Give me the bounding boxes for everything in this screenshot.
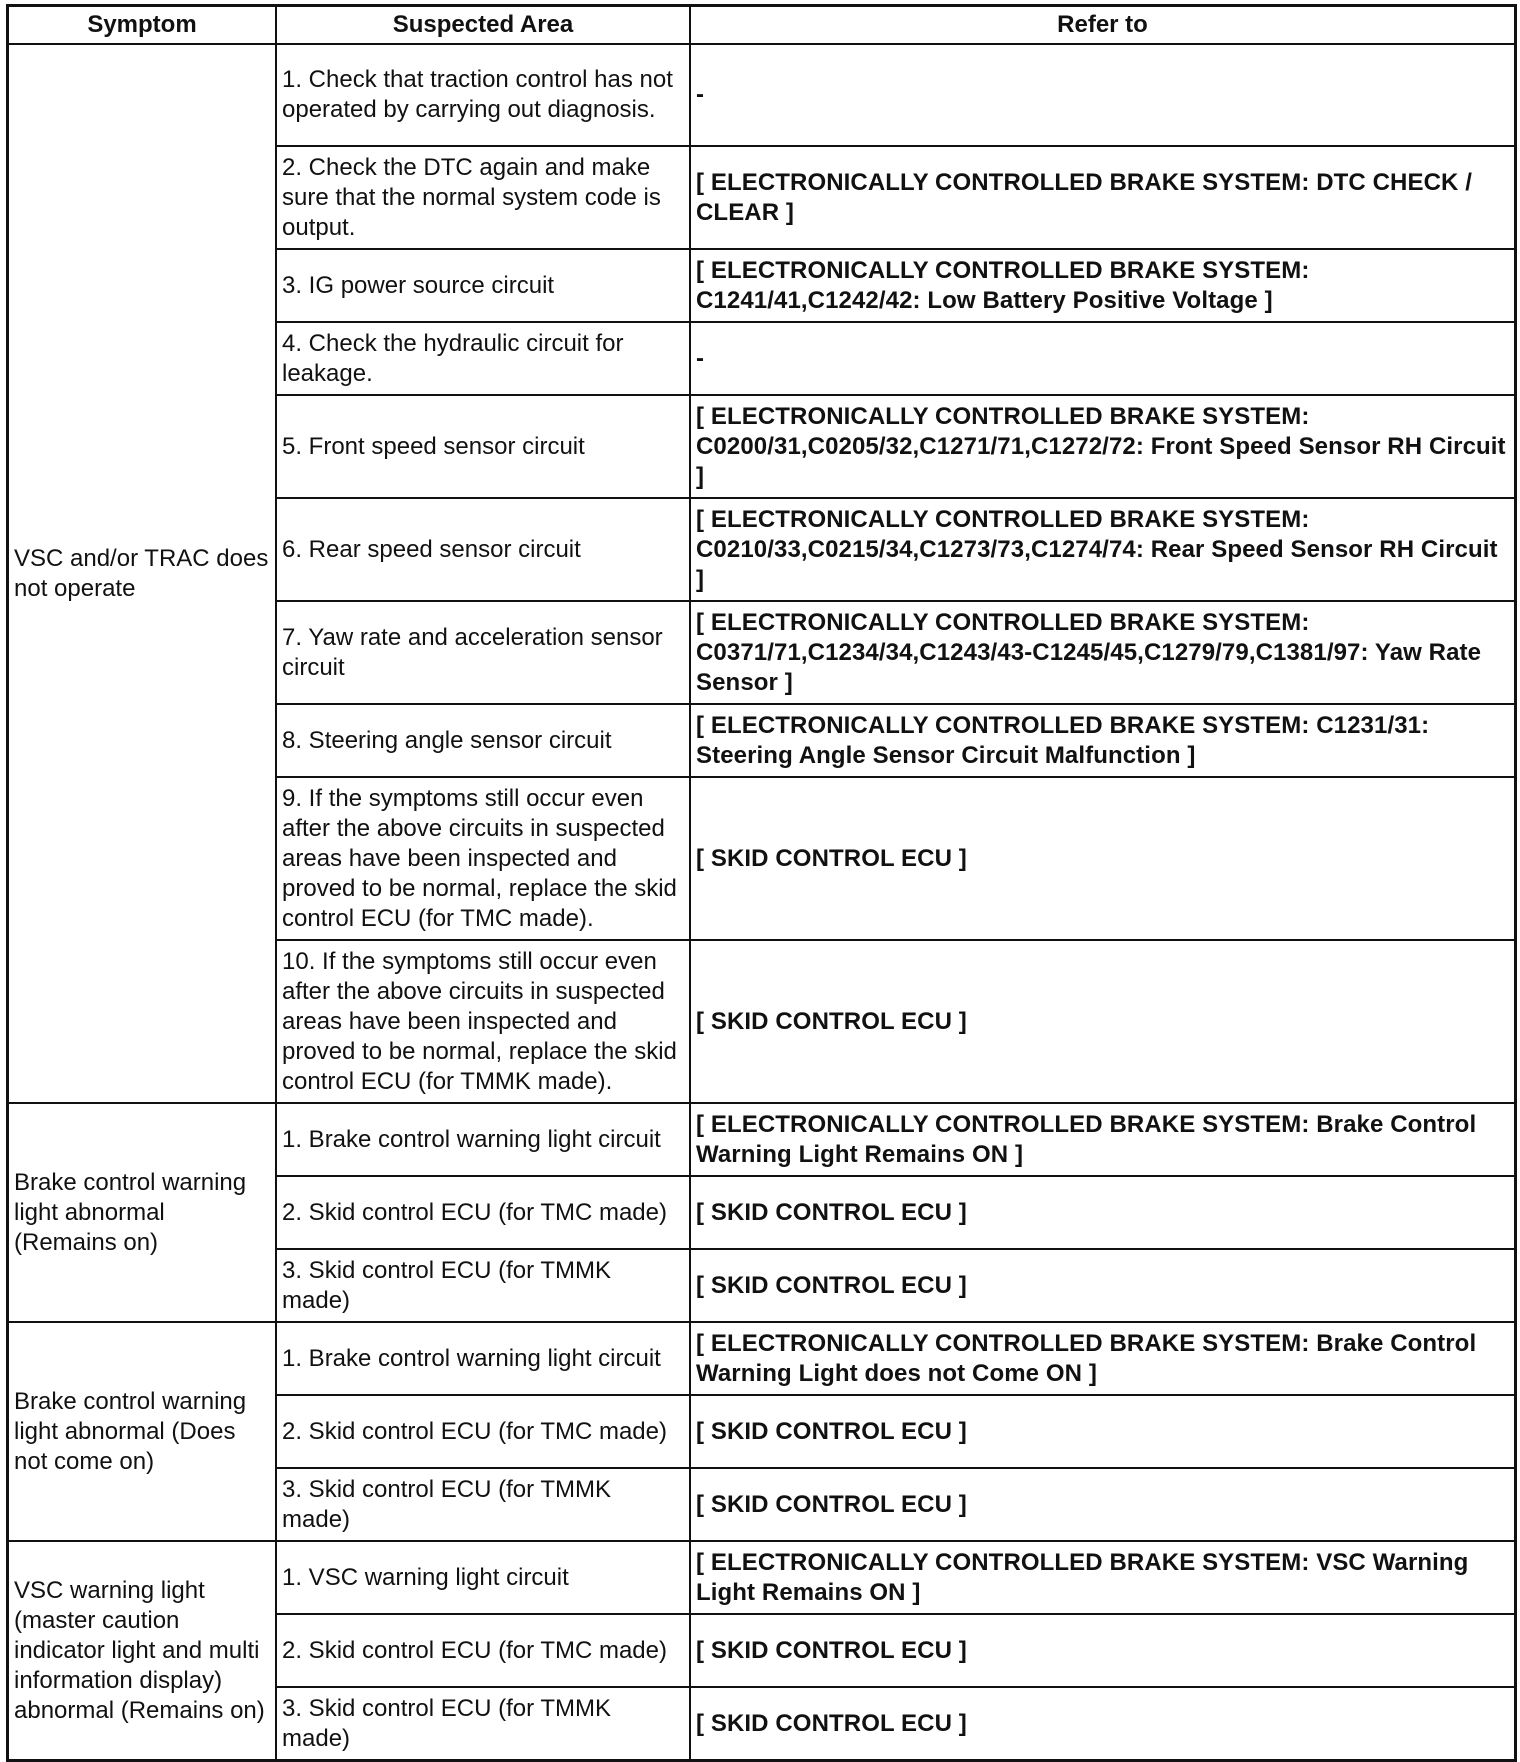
- suspected-area-cell: 4. Check the hydraulic circuit for leakage.: [276, 322, 690, 395]
- suspected-area-cell: 1. VSC warning light circuit: [276, 1541, 690, 1614]
- refer-to-cell: [ SKID CONTROL ECU ]: [690, 1614, 1515, 1687]
- suspected-area-cell: 3. Skid control ECU (for TMMK made): [276, 1687, 690, 1760]
- header-symptom: Symptom: [8, 6, 276, 44]
- suspected-area-cell: 5. Front speed sensor circuit: [276, 395, 690, 498]
- refer-to-cell: [ SKID CONTROL ECU ]: [690, 940, 1515, 1103]
- refer-to-cell: [ SKID CONTROL ECU ]: [690, 1687, 1515, 1760]
- suspected-area-cell: 3. Skid control ECU (for TMMK made): [276, 1468, 690, 1541]
- refer-to-cell: [ ELECTRONICALLY CONTROLLED BRAKE SYSTEM: C0371/71,C1234/34,C1243/43-C1245/45,C1279/79,C1381/97: Yaw Rate Sensor ]: [690, 601, 1515, 704]
- table-row: [8, 44, 1515, 146]
- suspected-area-cell: 2. Skid control ECU (for TMC made): [276, 1176, 690, 1249]
- suspected-area-cell: 9. If the symptoms still occur even after the above circuits in suspected areas have been inspected and proved to be normal, replace the skid control ECU (for TMC made).: [276, 777, 690, 940]
- table-body: [8, 44, 1515, 1760]
- refer-to-cell: -: [690, 44, 1515, 146]
- suspected-area-cell: 1. Brake control warning light circuit: [276, 1322, 690, 1395]
- suspected-area-cell: 3. IG power source circuit: [276, 249, 690, 322]
- refer-to-cell: [ ELECTRONICALLY CONTROLLED BRAKE SYSTEM: C1231/31: Steering Angle Sensor Circuit Malfunction ]: [690, 704, 1515, 777]
- header-row: [8, 6, 1515, 44]
- suspected-area-cell: 8. Steering angle sensor circuit: [276, 704, 690, 777]
- header-refer-to: Refer to: [690, 6, 1515, 44]
- refer-to-cell: [ ELECTRONICALLY CONTROLLED BRAKE SYSTEM: C0210/33,C0215/34,C1273/73,C1274/74: Rear Speed Sensor RH Circuit ]: [690, 498, 1515, 601]
- suspected-area-cell: 10. If the symptoms still occur even after the above circuits in suspected areas have been inspected and proved to be normal, replace the skid control ECU (for TMMK made).: [276, 940, 690, 1103]
- header-suspected-area: Suspected Area: [276, 6, 690, 44]
- suspected-area-cell: 3. Skid control ECU (for TMMK made): [276, 1249, 690, 1322]
- suspected-area-cell: 1. Brake control warning light circuit: [276, 1103, 690, 1176]
- suspected-area-cell: 2. Skid control ECU (for TMC made): [276, 1614, 690, 1687]
- refer-to-cell: -: [690, 322, 1515, 395]
- suspected-area-cell: 1. Check that traction control has not operated by carrying out diagnosis.: [276, 44, 690, 146]
- refer-to-cell: [ ELECTRONICALLY CONTROLLED BRAKE SYSTEM: DTC CHECK / CLEAR ]: [690, 146, 1515, 249]
- refer-to-cell: [ SKID CONTROL ECU ]: [690, 777, 1515, 940]
- symptom-cell: Brake control warning light abnormal (Remains on): [8, 1103, 276, 1322]
- refer-to-cell: [ ELECTRONICALLY CONTROLLED BRAKE SYSTEM: Brake Control Warning Light Remains ON ]: [690, 1103, 1515, 1176]
- refer-to-cell: [ SKID CONTROL ECU ]: [690, 1249, 1515, 1322]
- suspected-area-cell: 7. Yaw rate and acceleration sensor circuit: [276, 601, 690, 704]
- refer-to-cell: [ ELECTRONICALLY CONTROLLED BRAKE SYSTEM: C0200/31,C0205/32,C1271/71,C1272/72: Front Speed Sensor RH Circuit ]: [690, 395, 1515, 498]
- table-row: [8, 1103, 1515, 1176]
- table-row: [8, 1541, 1515, 1614]
- refer-to-cell: [ ELECTRONICALLY CONTROLLED BRAKE SYSTEM: Brake Control Warning Light does not Come ON ]: [690, 1322, 1515, 1395]
- refer-to-cell: [ ELECTRONICALLY CONTROLLED BRAKE SYSTEM: C1241/41,C1242/42: Low Battery Positive Voltage ]: [690, 249, 1515, 322]
- table-row: [8, 1322, 1515, 1395]
- suspected-area-cell: 6. Rear speed sensor circuit: [276, 498, 690, 601]
- refer-to-cell: [ SKID CONTROL ECU ]: [690, 1176, 1515, 1249]
- suspected-area-cell: 2. Skid control ECU (for TMC made): [276, 1395, 690, 1468]
- symptom-cell: VSC warning light (master caution indicator light and multi information display) abnormal (Remains on): [8, 1541, 276, 1760]
- refer-to-cell: [ SKID CONTROL ECU ]: [690, 1395, 1515, 1468]
- refer-to-cell: [ ELECTRONICALLY CONTROLLED BRAKE SYSTEM: VSC Warning Light Remains ON ]: [690, 1541, 1515, 1614]
- diagnosis-table: [7, 5, 1516, 1761]
- symptom-cell: Brake control warning light abnormal (Does not come on): [8, 1322, 276, 1541]
- refer-to-cell: [ SKID CONTROL ECU ]: [690, 1468, 1515, 1541]
- symptom-cell: VSC and/or TRAC does not operate: [8, 44, 276, 1103]
- suspected-area-cell: 2. Check the DTC again and make sure that the normal system code is output.: [276, 146, 690, 249]
